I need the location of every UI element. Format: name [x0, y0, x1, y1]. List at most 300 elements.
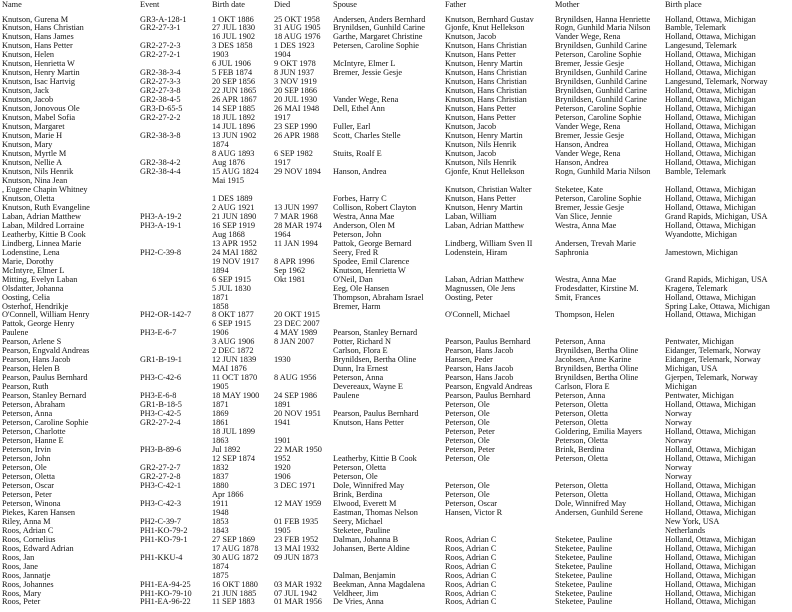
- cell-name: Knutson, Gurena M: [2, 15, 69, 24]
- cell-event: PH1-KO-79-2: [140, 526, 188, 535]
- cell-spouse: Knutson, Hans Petter: [333, 419, 404, 428]
- cell-spouse: Brynildsen, Gunhild Carine: [333, 24, 425, 33]
- cell-father: Knutson, Nils Henrik: [445, 159, 517, 167]
- table-row: [0, 581, 792, 590]
- cell-father: Peterson, Ole: [445, 490, 490, 499]
- cell-died: 3 NOV 1919: [274, 78, 317, 87]
- cell-birth-date: 24 MAI 1882: [212, 248, 258, 257]
- cell-birth-date: 1875: [212, 571, 229, 580]
- cell-name: Peterson, Oscar: [2, 481, 55, 490]
- cell-spouse: Eeg, Ole Hansen: [333, 284, 389, 293]
- cell-died: Okt 1981: [274, 275, 306, 284]
- cell-died: 25 OKT 1958: [274, 15, 320, 24]
- cell-died: 1904: [274, 51, 291, 60]
- cell-spouse: Pattok, George Bernard: [333, 239, 412, 248]
- cell-spouse: Forbes, Harry C: [333, 194, 387, 203]
- cell-father: Knutson, Hans Christian: [445, 96, 527, 105]
- cell-father: Roos, Adrian C: [445, 598, 497, 607]
- cell-father: Pearson, Paulus Bernhard: [445, 338, 531, 347]
- table-row: [0, 356, 792, 365]
- cell-birth-date: 1906: [212, 329, 229, 338]
- cell-event: GR3-D-65-5: [140, 105, 183, 114]
- cell-birth-place: Holland, Ottawa, Michigan: [665, 535, 756, 544]
- cell-name: Knutson, Mabel Sofia: [2, 114, 76, 123]
- cell-name: Knutson, Nils Henrik: [2, 167, 74, 176]
- cell-died: 23 DEC 2007: [274, 320, 320, 329]
- cell-name: Laban, Mildred Lorraine: [2, 221, 85, 230]
- cell-mother: Steketee, Pauline: [555, 553, 613, 562]
- table-row: [0, 33, 792, 42]
- cell-spouse: Hanson, Andrea: [333, 167, 387, 176]
- cell-father: Roos, Adrian C: [445, 544, 497, 553]
- cell-birth-date: Aug 1868: [212, 230, 245, 239]
- cell-name: Peterson, Irvin: [2, 446, 51, 454]
- cell-died: 09 JUN 1873: [274, 553, 319, 562]
- cell-birth-place: Holland, Ottawa, Michigan: [665, 132, 756, 141]
- table-row: [0, 60, 792, 69]
- cell-died: 23 FEB 1952: [274, 535, 319, 544]
- cell-birth-date: 2 DEC 1872: [212, 347, 254, 356]
- cell-birth-date: 11 SEP 1883: [212, 598, 255, 607]
- cell-died: 1941: [274, 419, 291, 428]
- cell-birth-date: 13 JUN 1902: [212, 132, 257, 141]
- cell-birth-date: 1894: [212, 266, 229, 275]
- cell-mother: Peterson, Oletta: [555, 410, 608, 419]
- table-row: [0, 554, 792, 563]
- table-row: [0, 590, 792, 599]
- cell-birth-place: Holland, Ottawa, Michigan: [665, 141, 756, 150]
- table-row: [0, 132, 792, 141]
- cell-name: Knutson, Nina Jean: [2, 176, 68, 185]
- cell-died: 3 DEC 1971: [274, 481, 316, 490]
- cell-birth-place: Holland, Ottawa, Michigan: [665, 481, 756, 490]
- table-row: [0, 114, 792, 123]
- table-row: [0, 563, 792, 572]
- cell-name: Peterson, Caroline Sophie: [2, 419, 89, 428]
- cell-birth-place: Holland, Ottawa, Michigan: [665, 293, 756, 302]
- cell-birth-date: 8 OKT 1877: [212, 311, 254, 320]
- cell-event: PH3-A-19-2: [140, 212, 182, 221]
- cell-father: Lodenstein, Hiram: [445, 248, 508, 257]
- cell-father: Hansen, Victor R: [445, 508, 503, 517]
- cell-birth-place: Langesund, Telemark: [665, 42, 737, 51]
- cell-birth-date: 6 SEP 1915: [212, 320, 251, 329]
- column-header-father: Father: [445, 0, 467, 9]
- cell-name: Pearson, Helen B: [2, 365, 60, 374]
- cell-name: Knutson, Jacob: [2, 96, 54, 105]
- table-row: [0, 150, 792, 159]
- cell-name: Knutson, Marie H: [2, 132, 63, 141]
- cell-spouse: Devereaux, Wayne E: [333, 383, 403, 392]
- cell-mother: Brynildsen, Gunhild Carine: [555, 87, 647, 96]
- cell-spouse: Johansen, Berte Aldine: [333, 544, 410, 553]
- cell-birth-place: Michigan, USA: [665, 365, 718, 374]
- cell-father: Gjonfe, Knut Hellekson: [445, 24, 525, 33]
- cell-father: Knutson, Hans Petter: [445, 114, 516, 123]
- table-row: [0, 204, 792, 213]
- cell-event: GR2-27-3-8: [140, 87, 181, 96]
- cell-died: 31 AUG 1905: [274, 24, 321, 33]
- cell-name: Roos, Jannatje: [2, 571, 51, 580]
- cell-mother: Dole, Winnifred May: [555, 499, 627, 508]
- cell-spouse: Garthe, Margaret Christine: [333, 33, 423, 42]
- cell-spouse: Dalman, Johanna B: [333, 535, 399, 544]
- cell-birth-date: 14 SEP 1885: [212, 105, 256, 114]
- cell-birth-place: Gjerpen, Telemark, Norway: [665, 374, 758, 383]
- table-row: [0, 123, 792, 132]
- cell-spouse: Dell, Ethel Ann: [333, 105, 385, 114]
- cell-birth-place: Kragerø, Telemark: [665, 284, 728, 293]
- table-row: [0, 419, 792, 428]
- cell-father: Knutson, Hans Petter: [445, 194, 516, 203]
- cell-name: Laban, Adrian Matthew: [2, 212, 82, 221]
- cell-name: Roos, Edward Adrian: [2, 544, 74, 553]
- table-row: [0, 473, 792, 482]
- cell-birth-date: 5 JUL 1830: [212, 284, 251, 293]
- cell-mother: Brynildsen, Gunhild Carine: [555, 42, 647, 51]
- cell-father: Peterson, Oscar: [445, 499, 498, 508]
- cell-birth-place: Norway: [665, 463, 692, 472]
- cell-birth-place: Holland, Ottawa, Michigan: [665, 508, 756, 517]
- cell-spouse: Collison, Robert Clayton: [333, 203, 417, 212]
- cell-event: PH3-E-6-8: [140, 392, 177, 401]
- cell-mother: Steketee, Pauline: [555, 571, 613, 580]
- cell-spouse: Dole, Winnifred May: [333, 481, 405, 490]
- cell-mother: Bremer, Jessie Gesje: [555, 203, 625, 212]
- cell-died: 1905: [274, 526, 291, 535]
- cell-died: 8 JAN 2007: [274, 338, 315, 347]
- table-row: [0, 42, 792, 51]
- cell-mother: Peterson, Oletta: [555, 454, 608, 463]
- cell-died: 6 SEP 1982: [274, 150, 313, 159]
- table-row: [0, 16, 792, 25]
- column-header-spouse: Spouse: [333, 0, 357, 9]
- cell-mother: Hanson, Andrea: [555, 159, 609, 167]
- cell-mother: Peterson, Oletta: [555, 419, 608, 428]
- table-row: [0, 177, 792, 186]
- column-header-event: Event: [140, 0, 160, 9]
- cell-birth-place: Eidanger, Telemark, Norway: [665, 356, 761, 365]
- cell-birth-date: 3 DES 1858: [212, 42, 253, 51]
- cell-died: 9 OKT 1978: [274, 60, 316, 69]
- cell-birth-date: 1863: [212, 437, 229, 446]
- cell-father: Roos, Adrian C: [445, 562, 497, 571]
- cell-died: 29 NOV 1894: [274, 167, 321, 176]
- cell-mother: Brink, Berdina: [555, 446, 605, 454]
- cell-birth-place: Pentwater, Michigan: [665, 338, 734, 347]
- cell-birth-place: Holland, Ottawa, Michigan: [665, 221, 756, 230]
- cell-birth-place: Holland, Ottawa, Michigan: [665, 105, 756, 114]
- table-row: [0, 96, 792, 105]
- cell-birth-date: 6 JUL 1906: [212, 60, 251, 69]
- cell-spouse: De Vries, Anna: [333, 598, 384, 607]
- cell-birth-place: Holland, Ottawa, Michigan: [665, 499, 756, 508]
- table-row: [0, 311, 792, 320]
- cell-birth-date: Mai 1915: [212, 176, 245, 185]
- cell-father: Peterson, Ole: [445, 454, 490, 463]
- cell-event: PH3-B-89-6: [140, 446, 182, 454]
- cell-died: 1952: [274, 454, 291, 463]
- cell-mother: Thompson, Helen: [555, 311, 615, 320]
- cell-mother: Peterson, Oletta: [555, 481, 608, 490]
- cell-spouse: Bremer, Jessie Gesje: [333, 69, 403, 78]
- cell-birth-date: 1 DES 1889: [212, 194, 253, 203]
- cell-died: 7 MAR 1968: [274, 212, 318, 221]
- cell-died: 8 APR 1996: [274, 257, 315, 266]
- cell-name: Leatherby, Kittie B Cook: [2, 230, 86, 239]
- cell-birth-date: 8 AUG 1893: [212, 150, 255, 159]
- table-row: [0, 410, 792, 419]
- table-row: [0, 186, 792, 195]
- cell-father: Knutson, Hans Christian: [445, 42, 527, 51]
- cell-birth-date: 17 AUG 1878: [212, 544, 259, 553]
- cell-mother: Bremer, Jessie Gesje: [555, 132, 625, 141]
- cell-spouse: Pearson, Stanley Bernard: [333, 329, 418, 338]
- cell-birth-place: Spring Lake, Ottawa, Michigan: [665, 302, 770, 311]
- cell-birth-place: Holland, Ottawa, Michigan: [665, 490, 756, 499]
- cell-event: GR3-A-128-1: [140, 15, 187, 24]
- cell-name: Roos, Cornelius: [2, 535, 56, 544]
- cell-name: Oosting, Celia: [2, 293, 50, 302]
- cell-event: GR2-38-3-8: [140, 132, 181, 141]
- cell-died: 24 SEP 1986: [274, 392, 318, 401]
- cell-mother: Peterson, Caroline Sophie: [555, 105, 642, 114]
- cell-father: Peterson, Ole: [445, 481, 490, 490]
- cell-mother: Brynildsen, Bertha Oline: [555, 374, 639, 383]
- cell-spouse: Andersen, Anders Bernhard: [333, 15, 426, 24]
- cell-father: Knutson, Hans Christian: [445, 78, 527, 87]
- table-row: [0, 509, 792, 518]
- cell-birth-place: Holland, Ottawa, Michigan: [665, 589, 756, 598]
- table-row: [0, 392, 792, 401]
- table-header: [0, 0, 792, 9]
- cell-event: PH3-C-42-5: [140, 410, 182, 419]
- cell-died: 20 NOV 1951: [274, 410, 321, 419]
- cell-birth-date: Aug 1876: [212, 159, 245, 167]
- cell-birth-date: 16 JUL 1902: [212, 33, 256, 42]
- cell-died: 1920: [274, 463, 291, 472]
- table-row: [0, 455, 792, 464]
- cell-mother: Saphronia: [555, 248, 589, 257]
- cell-event: PH1-KO-79-10: [140, 589, 192, 598]
- cell-birth-date: 5 FEB 1874: [212, 69, 253, 78]
- cell-name: Pearson, Engvald Andreas: [2, 347, 90, 356]
- table-row: [0, 168, 792, 177]
- cell-mother: Steketee, Pauline: [555, 562, 613, 571]
- cell-event: PH1-KO-79-1: [140, 535, 188, 544]
- cell-father: Pearson, Engvald Andreas: [445, 383, 533, 392]
- cell-event: PH1-EA-96-22: [140, 598, 191, 607]
- cell-name: Knutson, Nellie A: [2, 159, 63, 167]
- cell-mother: Andersen, Trevah Marie: [555, 239, 636, 248]
- cell-mother: Brynildsen, Gunhild Carine: [555, 69, 647, 78]
- cell-died: 01 FEB 1935: [274, 517, 319, 526]
- table-row: [0, 338, 792, 347]
- cell-birth-place: Holland, Ottawa, Michigan: [665, 159, 756, 167]
- cell-birth-place: Holland, Ottawa, Michigan: [665, 123, 756, 132]
- table-row: [0, 258, 792, 267]
- cell-died: 23 SEP 1990: [274, 123, 318, 132]
- table-row: [0, 294, 792, 303]
- cell-birth-place: Holland, Ottawa, Michigan: [665, 571, 756, 580]
- cell-name: Pearson, Ruth: [2, 383, 49, 392]
- cell-birth-place: Holland, Ottawa, Michigan: [665, 51, 756, 60]
- table-row: [0, 437, 792, 446]
- cell-name: Roos, Peter: [2, 598, 41, 607]
- cell-mother: Peterson, Oletta: [555, 401, 608, 410]
- cell-mother: Peterson, Caroline Sophie: [555, 194, 642, 203]
- table-row: [0, 249, 792, 258]
- table-row: [0, 222, 792, 231]
- cell-birth-date: 27 SEP 1869: [212, 535, 256, 544]
- cell-birth-date: 12 SEP 1874: [212, 454, 256, 463]
- cell-name: Peterson, John: [2, 454, 51, 463]
- cell-name: Peterson, Oletta: [2, 472, 55, 481]
- table-row: [0, 428, 792, 437]
- cell-birth-place: Norway: [665, 472, 692, 481]
- cell-died: Sep 1962: [274, 266, 306, 275]
- cell-birth-date: 18 JUL 1892: [212, 114, 256, 123]
- cell-father: Peterson, Ole: [445, 410, 490, 419]
- cell-died: 20 SEP 1866: [274, 87, 318, 96]
- cell-spouse: O'Neil, Dan: [333, 275, 373, 284]
- cell-birth-date: 11 OCT 1870: [212, 374, 258, 383]
- cell-died: 03 MAR 1932: [274, 580, 322, 589]
- cell-died: 1891: [274, 401, 291, 410]
- table-row: [0, 320, 792, 329]
- cell-mother: Bremer, Jessie Gesje: [555, 60, 625, 69]
- cell-father: Knutson, Henry Martin: [445, 60, 523, 69]
- cell-birth-date: 13 APR 1952: [212, 239, 257, 248]
- cell-spouse: Brynildsen, Bertha Oline: [333, 356, 417, 365]
- cell-name: Knutson, Hans James: [2, 33, 74, 42]
- cell-birth-place: Norway: [665, 410, 692, 419]
- cell-name: Knutson, Myrtle M: [2, 150, 67, 159]
- cell-mother: Peterson, Caroline Sophie: [555, 114, 642, 123]
- cell-name: Knutson, Mary: [2, 141, 53, 150]
- cell-name: Lodenstine, Lena: [2, 248, 60, 257]
- cell-name: Knutson, Hans Christian: [2, 24, 84, 33]
- cell-event: GR2-38-4-4: [140, 167, 181, 176]
- cell-died: 13 JUN 1997: [274, 203, 319, 212]
- cell-mother: Frodesdatter, Kirstine M.: [555, 284, 639, 293]
- cell-died: 28 MAR 1974: [274, 221, 322, 230]
- cell-spouse: Bremer, Harm: [333, 302, 381, 311]
- cell-died: 01 MAR 1956: [274, 598, 322, 607]
- cell-name: Knutson, Henrietta W: [2, 60, 75, 69]
- table-row: [0, 24, 792, 33]
- cell-mother: Steketee, Pauline: [555, 580, 613, 589]
- cell-mother: Vander Wege, Rena: [555, 150, 621, 159]
- column-header-died: Died: [274, 0, 291, 9]
- cell-birth-place: Norway: [665, 437, 692, 446]
- cell-event: GR2-38-3-4: [140, 69, 181, 78]
- cell-spouse: Peterson, Oletta: [333, 463, 386, 472]
- cell-died: 8 AUG 1956: [274, 374, 317, 383]
- cell-spouse: Knutson, Henrietta W: [333, 266, 406, 275]
- cell-spouse: Spodee, Emil Clarence: [333, 257, 410, 266]
- cell-birth-date: 2 AUG 1921: [212, 203, 255, 212]
- cell-birth-place: Holland, Ottawa, Michigan: [665, 194, 756, 203]
- cell-spouse: Westra, Anna Mae: [333, 212, 395, 221]
- cell-event: GR2-27-2-7: [140, 463, 181, 472]
- cell-spouse: Potter, Richard N: [333, 338, 391, 347]
- cell-father: Peterson, Ole: [445, 419, 490, 428]
- cell-name: Knutson, Oletta: [2, 194, 55, 203]
- cell-birth-place: Jamestown, Michigan: [665, 248, 738, 257]
- cell-birth-date: 1871: [212, 293, 229, 302]
- cell-birth-place: Holland, Ottawa, Michigan: [665, 454, 756, 463]
- table-row: [0, 285, 792, 294]
- cell-father: Pearson, Hans Jacob: [445, 374, 514, 383]
- cell-name: Roos, Adrian C: [2, 526, 54, 535]
- cell-birth-place: Holland, Ottawa, Michigan: [665, 114, 756, 123]
- table-row: [0, 464, 792, 473]
- cell-birth-date: 1853: [212, 517, 229, 526]
- cell-spouse: Veldheer, Jim: [333, 589, 379, 598]
- table-row: [0, 598, 792, 607]
- cell-event: GR2-27-2-8: [140, 472, 181, 481]
- cell-spouse: Beekman, Anna Magdalena: [333, 580, 425, 589]
- table-row: [0, 446, 792, 455]
- cell-name: Knutson, Ruth Evangeline: [2, 203, 90, 212]
- cell-died: 1930: [274, 356, 291, 365]
- table-row: [0, 347, 792, 356]
- cell-birth-place: Grand Rapids, Michigan, USA: [665, 212, 768, 221]
- cell-mother: Jacobsen, Anne Karine: [555, 356, 632, 365]
- cell-name: Knutson, Hans Petter: [2, 42, 73, 51]
- cell-father: Knutson, Jacob: [445, 150, 497, 159]
- cell-father: Knutson, Jacob: [445, 33, 497, 42]
- cell-died: 1901: [274, 437, 291, 446]
- cell-birth-date: 21 JUN 1890: [212, 212, 257, 221]
- table-row: [0, 536, 792, 545]
- cell-birth-place: Holland, Ottawa, Michigan: [665, 15, 756, 24]
- cell-event: PH3-A-19-1: [140, 221, 182, 230]
- cell-birth-date: 16 OKT 1880: [212, 580, 258, 589]
- cell-name: Knutson, Isac Hartvig: [2, 78, 76, 87]
- cell-father: Peterson, Peter: [445, 446, 495, 454]
- cell-birth-place: Holland, Ottawa, Michigan: [665, 311, 756, 320]
- cell-birth-date: 1861: [212, 419, 229, 428]
- cell-mother: Rogn, Gunhild Maria Nilson: [555, 167, 651, 176]
- cell-name: Pearson, Stanley Bernard: [2, 392, 87, 401]
- cell-birth-date: 26 APR 1867: [212, 96, 257, 105]
- cell-birth-place: Holland, Ottawa, Michigan: [665, 598, 756, 607]
- cell-birth-place: Holland, Ottawa, Michigan: [665, 69, 756, 78]
- cell-birth-date: 1948: [212, 508, 229, 517]
- cell-birth-date: 1 OKT 1886: [212, 15, 254, 24]
- table-row: [0, 159, 792, 168]
- cell-name: Peterson, Peter: [2, 490, 52, 499]
- cell-name: Knutson, Jack: [2, 87, 50, 96]
- cell-birth-date: 20 SEP 1856: [212, 78, 256, 87]
- cell-birth-date: 16 SEP 1919: [212, 221, 256, 230]
- cell-birth-place: Bamble, Telemark: [665, 167, 727, 176]
- cell-name: Pearson, Hans Jacob: [2, 356, 71, 365]
- table-row: [0, 383, 792, 392]
- cell-died: 1964: [274, 230, 291, 239]
- cell-birth-place: Holland, Ottawa, Michigan: [665, 562, 756, 571]
- cell-died: 18 AUG 1976: [274, 33, 321, 42]
- table-row: [0, 240, 792, 249]
- cell-event: GR2-27-2-3: [140, 42, 181, 51]
- cell-event: PH3-C-42-3: [140, 499, 182, 508]
- cell-father: Oosting, Peter: [445, 293, 493, 302]
- cell-birth-place: Eidanger, Telemark, Norway: [665, 347, 761, 356]
- cell-name: Pearson, Paulus Bernhard: [2, 374, 88, 383]
- cell-father: Magnussen, Ole Jens: [445, 284, 516, 293]
